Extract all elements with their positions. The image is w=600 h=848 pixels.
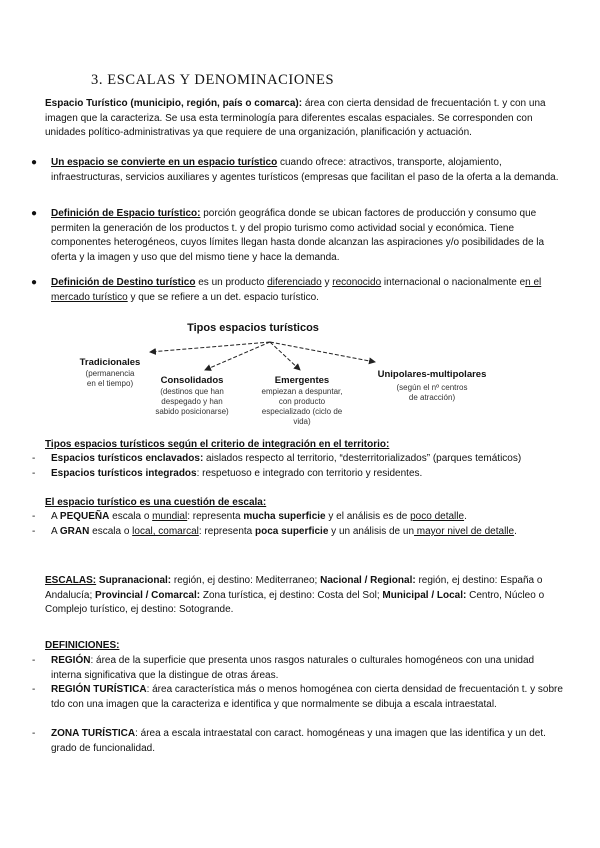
dash-icon: - bbox=[32, 684, 36, 695]
underlined-term: n el mercado turístico bbox=[51, 277, 542, 303]
intro-paragraph bbox=[45, 97, 565, 141]
node-sub: despegado y han bbox=[161, 397, 223, 406]
bullet-icon: ● bbox=[31, 277, 38, 288]
bullet-lead: Un espacio se convierte en un espacio turístico bbox=[51, 157, 278, 168]
item-text: aislados respecto al territorio, “desterritorializados” (parques temáticos) bbox=[203, 453, 522, 464]
intro-term: Espacio Turístico (municipio, región, país o comarca): bbox=[45, 98, 303, 109]
dash-icon: - bbox=[32, 511, 36, 522]
bullet-item-definicion-espacio bbox=[51, 207, 563, 265]
bullet-text: y bbox=[321, 277, 333, 288]
scale-heading: El espacio turístico es una cuestión de escala: bbox=[45, 497, 267, 508]
definicion-term: REGIÓN bbox=[51, 655, 91, 666]
dash-icon: - bbox=[32, 655, 36, 666]
integration-item-enclavados bbox=[51, 452, 591, 467]
node-sub: de atracción) bbox=[408, 393, 456, 402]
node-label: Unipolares-multipolares bbox=[377, 369, 487, 380]
scale-text: . bbox=[464, 511, 467, 522]
escalas-paragraph bbox=[45, 574, 565, 618]
scale-text: A bbox=[51, 526, 60, 537]
escala-term: Nacional / Regional: bbox=[320, 575, 416, 586]
node-unipolares bbox=[378, 369, 487, 402]
bullet-icon: ● bbox=[31, 208, 38, 219]
integration-heading: Tipos espacios turísticos según el criterio de integración en el territorio: bbox=[45, 439, 390, 450]
node-consolidados bbox=[155, 375, 229, 416]
definicion-term: ZONA TURÍSTICA bbox=[51, 728, 136, 739]
node-sub: especializado (ciclo de bbox=[261, 407, 343, 416]
item-term: Espacios turísticos enclavados: bbox=[51, 453, 204, 464]
scale-text: escala o bbox=[109, 511, 153, 522]
node-emergentes bbox=[262, 375, 343, 426]
scale-term: mucha superficie bbox=[243, 511, 326, 522]
definicion-term: REGIÓN TURÍSTICA bbox=[51, 684, 147, 695]
node-sub: empiezan a despuntar, bbox=[261, 387, 343, 396]
intro-text: área con cierta densidad de frecuentación t. y con una imagen que la caracteriza. Se usa esta terminología para diferentes escalas espaciales. Se corresponden con unidades político-administrativas ya que requiere de una organización, planificación y actuación. bbox=[45, 98, 546, 138]
diagram-arrow bbox=[150, 342, 270, 352]
dash-icon: - bbox=[32, 468, 36, 479]
diagram-arrow bbox=[270, 342, 375, 362]
node-sub: vida) bbox=[293, 417, 311, 426]
scale-item-pequena bbox=[51, 510, 571, 525]
diagram-title: Tipos espacios turísticos bbox=[187, 322, 319, 334]
integration-item-integrados bbox=[51, 467, 591, 482]
escalas-label: ESCALAS: bbox=[45, 575, 97, 586]
node-sub: (destinos que han bbox=[160, 387, 224, 396]
escala-term: Municipal / Local: bbox=[382, 589, 467, 601]
bullet-text: cuando ofrece: atractivos, transporte, alojamiento, infraestructuras, servicios auxiliares y agentes turísticos (empresas que facilitan el paso de la oferta a la demanda. bbox=[51, 157, 559, 183]
dash-icon: - bbox=[32, 453, 36, 464]
scale-text: . bbox=[514, 526, 517, 537]
page-title: 3. ESCALAS Y DENOMINACIONES bbox=[91, 72, 335, 88]
definicion-text: : área característica más o menos homogénea con cierta densidad de frecuentación t. y sobre tdo con una imagen que la caracteriza e identifica y que normalmente se dibuja a escala intraestatal. bbox=[51, 684, 563, 710]
node-label: Consolidados bbox=[160, 375, 224, 386]
bullet-text: y que se refiere a un det. espacio turístico. bbox=[127, 291, 319, 303]
dash-icon: - bbox=[32, 526, 36, 537]
definicion-region-turistica bbox=[51, 683, 566, 712]
bullet-text: es un producto bbox=[195, 277, 268, 288]
escala-text: región, ej destino: España o Andalucía; bbox=[45, 575, 543, 601]
escala-term: Provincial / Comarcal: bbox=[95, 589, 201, 601]
bullet-text: porción geográfica donde se ubican factores de producción y consumo que permiten la generación de los productos t. y del propio turismo como actividad social y económica. Tiene componentes heterogéneos, cuyos límites llegan hasta donde alcanzan las aspiraciones y/o posibilidades de la oferta y la imagen y uso que del mismo tiene y hace la demanda. bbox=[51, 208, 545, 263]
scale-item-gran bbox=[51, 525, 566, 540]
node-sub: con producto bbox=[278, 397, 326, 406]
scale-term: GRAN bbox=[59, 526, 90, 537]
bullet-lead: Definición de Destino turístico bbox=[51, 277, 196, 288]
scale-text: : representa bbox=[187, 511, 244, 522]
node-sub: (según el nº centros bbox=[396, 383, 468, 392]
bullet-item-destino bbox=[51, 276, 563, 305]
scale-text: A bbox=[51, 511, 60, 522]
scale-term: PEQUEÑA bbox=[59, 511, 110, 522]
dash-icon: - bbox=[32, 728, 36, 739]
node-label: Tradicionales bbox=[79, 357, 141, 368]
escala-text: Centro, Núcleo o Complejo turístico, ej destino: Sotogrande. bbox=[45, 589, 545, 615]
scale-term: poca superficie bbox=[255, 526, 329, 537]
diagram-arrow bbox=[270, 342, 300, 370]
definicion-text: : área de la superficie que presenta unos rasgos naturales o culturales homogéneos con una unidad interna significativa que la distingue de otras áreas. bbox=[51, 655, 535, 681]
escala-term: Supranacional: bbox=[96, 575, 172, 586]
underlined-term: diferenciado bbox=[267, 277, 322, 288]
underlined-term: local, comarcal bbox=[132, 526, 199, 537]
escala-text: Zona turística, ej destino: Costa del Sol; bbox=[200, 589, 383, 601]
scale-text: y el análisis es de bbox=[325, 511, 411, 522]
underlined-term: mundial bbox=[152, 511, 188, 522]
underlined-term: mayor nivel de detalle bbox=[414, 526, 515, 537]
bullet-text: internacional o nacionalmente e bbox=[381, 277, 526, 288]
definiciones-heading: DEFINICIONES: bbox=[45, 640, 120, 651]
escala-text: región, ej destino: Mediterraneo; bbox=[171, 575, 321, 586]
definicion-region bbox=[51, 654, 566, 683]
underlined-term: poco detalle bbox=[410, 511, 465, 522]
node-tradicionales bbox=[80, 357, 141, 388]
node-sub: en el tiempo) bbox=[86, 379, 134, 388]
definicion-text: : área a escala intraestatal con caract. homogéneas y una imagen que las identifica y un det. grado de funcionalidad. bbox=[51, 728, 546, 754]
node-sub: sabido posicionarse) bbox=[155, 407, 229, 416]
scale-text: : representa bbox=[198, 526, 256, 537]
definicion-zona-turistica bbox=[51, 727, 566, 756]
node-sub: (permanencia bbox=[85, 369, 135, 378]
item-term: Espacios turísticos integrados bbox=[51, 468, 197, 479]
bullet-lead: Definición de Espacio turístico: bbox=[51, 208, 201, 219]
bullet-icon: ● bbox=[31, 157, 38, 168]
bullet-item-espacio bbox=[51, 156, 563, 185]
scale-text: y un análisis de un bbox=[328, 526, 415, 537]
tipos-espacios-diagram bbox=[0, 310, 600, 435]
underlined-term: reconocido bbox=[332, 277, 382, 288]
scale-text: escala o bbox=[89, 526, 133, 537]
node-label: Emergentes bbox=[274, 375, 330, 386]
item-text: : respetuoso e integrado con territorio y residentes. bbox=[196, 468, 423, 479]
